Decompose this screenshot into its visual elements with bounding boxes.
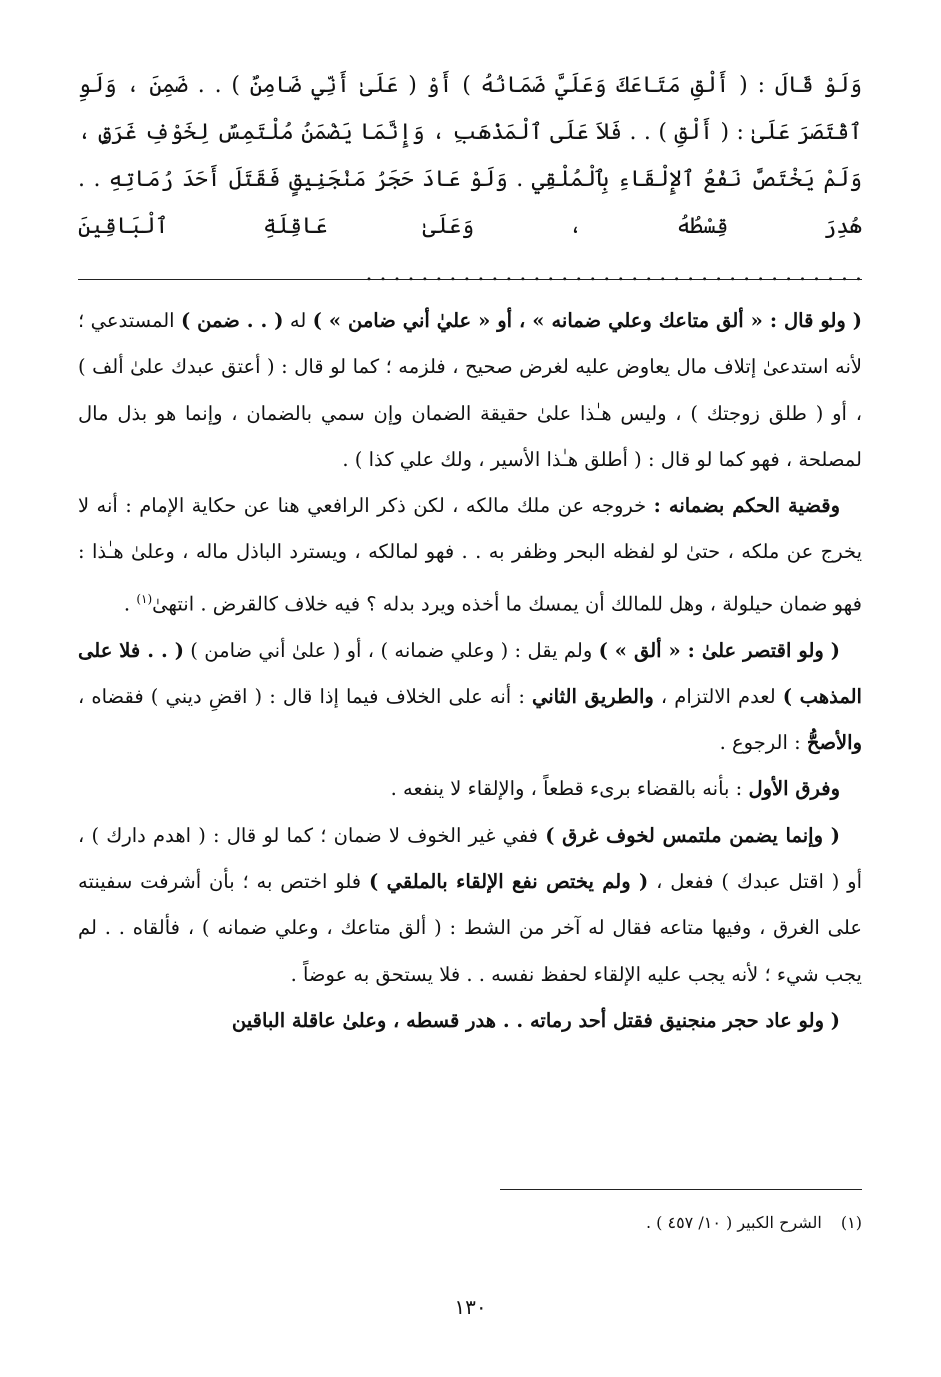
heading: وقضية الحكم بضمانه : (653, 494, 840, 518)
text: له (283, 309, 313, 332)
text: : أنه على الخلاف فيما إذا قال : ( اقضِ ديني ) فقضاه ، (78, 684, 532, 708)
text: . (123, 592, 137, 616)
footnote (78, 1210, 862, 1236)
text: خروجه عن ملك مالكه ، لكن ذكر الرافعي هنا عن حكاية الإمام : أنه لا يخرج عن ملكه ، حتىٰ لو لفظه البحر وظفر به . . فهو لمالكه ، ويسترد الباذل ماله ، وعلىٰ هـٰذا : فهو ضمان حيلولة ، وهل للمالك أن يمسك ما أخذه ويرد بدله ؟ فيه خلاف كالقرض . انتهىٰ (78, 494, 862, 616)
text: : الرجوع . (719, 731, 807, 755)
text: : بأنه بالقضاء برىء قطعاً ، والإلقاء لا ينفعه . (390, 777, 749, 801)
quote: ( ولم يختص نفع الإلقاء بالملقي ) (368, 870, 649, 894)
matn-dots: . . . . . . . . . . . . . . . . . . . . . . . . . . . . . . . . . . . . (365, 261, 862, 286)
sharh-paragraph-1 (78, 298, 862, 483)
footnote-number: (١) (840, 1213, 862, 1232)
sharh-block (78, 298, 862, 1044)
term: وفرق الأول (748, 777, 840, 801)
footnote-marker[interactable]: (١) (136, 591, 153, 606)
matn-text (78, 62, 862, 297)
term: والطريق الثاني (532, 684, 654, 708)
matn-main: وَلَوْ قَالَ : ( أَلْقِ مَتَاعَكَ وَعَلَيَّ ضَمَانُهُ ) أَوْ ( عَلَىٰ أَنِّي ضَامِنٌ ) . . ضَمِنَ ، وَلَوِ ٱقْتَصَرَ عَلَىٰ : ( أَلْقِ ) . . فَلاَ عَلَى ٱلْمَذْهَبِ ، وَإِنَّمَا يَضْمَنُ مُلْتَمِسٌ لِخَوْفِ غَرَقٍ ، وَلَمْ يَخْتَصَّ نَفْعُ ٱلإِلْقَاءِ بِٱلْمُلْقِي . وَلَوْ عَادَ حَجَرُ مَنْجَنِيقٍ فَقَتَلَ أَحَدَ رُمَاتِهِ . . هُدِرَ قِسْطُهُ ، وَعَلَىٰ عَاقِلَةِ ٱلْبَاقِينَ (78, 73, 862, 239)
page-number: ١٣٠ (454, 1295, 487, 1319)
text: المستدعي ؛ لأنه استدعىٰ إتلاف مال يعاوض عليه لغرض صحيح ، فلزمه ؛ كما لو قال : ( أعتق عبدك علىٰ ألف ) ، أو ( طلق زوجتك ) ، وليس هـٰذا علىٰ حقيقة الضمان وإن سمي بالضمان ، وإنما هو بذل مال لمصلحة ، فهو كما لو قال : ( أطلق هـٰذا الأسير ، ولك علي كذا ) . (78, 309, 862, 471)
matn-block (78, 62, 862, 297)
quote: ( . . ضمن ) (180, 309, 284, 332)
quote: ( . . فلا على المذهب ) (78, 638, 862, 708)
sharh-paragraph-5 (78, 813, 862, 998)
text: ففي غير الخوف لا ضمان ؛ كما لو قال : ( اهدم دارك ) ، أو ( اقتل عبدك ) ففعل ، (78, 823, 862, 894)
sharh-paragraph-6 (78, 998, 862, 1044)
quote: ( وإنما يضمن ملتمس لخوف غرق ) (545, 823, 840, 847)
quote: ( ولو عاد حجر منجنيق فقتل أحد رماته . . هدر قسطه ، وعلىٰ عاقلة الباقين (231, 1008, 840, 1032)
quote: ( ولو اقتصر علىٰ : « ألق » ) (598, 638, 840, 662)
footnote-text: الشرح الكبير ( ١٠/ ٤٥٧ ) . (645, 1213, 822, 1232)
sharh-paragraph-3 (78, 628, 862, 767)
footnote-separator (500, 1189, 862, 1190)
text: ولم يقل : ( وعلي ضمانه ) ، أو ( علىٰ أني ضامن ) (183, 638, 599, 662)
quote: ( ولو قال : « ألق متاعك وعلي ضمانه » ، أو « عليٰ أني ضامن » ) (312, 309, 862, 332)
sharh-paragraph-4 (78, 766, 862, 812)
text: فلو اختص به ؛ بأن أشرفت سفينته على الغرق ، وفيها متاعه فقال له آخر من الشط : ( ألق متاعك ، وعلي ضمانه ) ، فألقاه . . لم يجب شيء ؛ لأنه يجب عليه الإلقاء لحفظ نفسه . . فلا يستحق به عوضاً . (78, 870, 862, 986)
text: لعدم الالتزام ، (653, 684, 783, 708)
matn-separator (78, 279, 862, 280)
term: والأصحُّ (806, 731, 862, 755)
sharh-paragraph-2 (78, 483, 862, 627)
